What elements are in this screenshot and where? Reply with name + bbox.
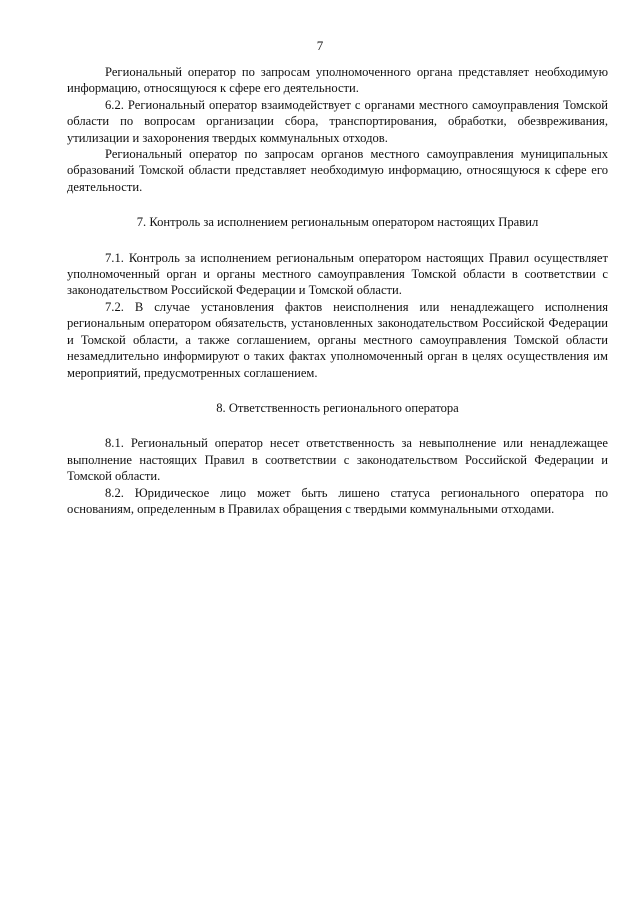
- paragraph: 7.1. Контроль за исполнением региональным оператором настоящих Правил осуществляет уполномоченный орган и органы местного самоуправления Томской области в соответствии с законодательством Российской Федерации и Томской области.: [67, 250, 608, 298]
- paragraph: 6.2. Региональный оператор взаимодействует с органами местного самоуправления Томской области по вопросам организации сбора, транспортирования, обработки, обезвреживания, утилизации и захоронения твердых коммунальных отходов.: [67, 97, 608, 145]
- paragraph: 8.1. Региональный оператор несет ответственность за невыполнение или ненадлежащее выполнение настоящих Правил в соответствии с законодательством Российской Федерации и Томской области.: [67, 436, 608, 484]
- paragraph: Региональный оператор по запросам органов местного самоуправления муниципальных образований Томской области представляет необходимую информацию, относящуюся к сфере его деятельности.: [67, 147, 608, 194]
- paragraph: Региональный оператор по запросам уполномоченного органа представляет необходимую информацию, относящуюся к сфере его деятельности.: [67, 65, 608, 96]
- section-heading: 7. Контроль за исполнением региональным оператором настоящих Правил: [136, 215, 539, 230]
- section-heading: 8. Ответственность регионального оператора: [216, 400, 459, 415]
- page-number: 7: [316, 38, 324, 53]
- document-body: [67, 64, 608, 517]
- paragraph: 8.2. Юридическое лицо может быть лишено статуса регионального оператора по основаниям, определенным в Правилах обращения с твердыми коммунальными отходами.: [67, 485, 608, 516]
- paragraph: 7.2. В случае установления фактов неисполнения или ненадлежащего исполнения региональным оператором обязательств, установленных законодательством Российской Федерации и Томской области, а также соглашением, органы местного самоуправления Томской области незамедлительно информируют о таких фактах уполномоченный орган в целях осуществления им мероприятий, предусмотренных соглашением.: [67, 299, 608, 380]
